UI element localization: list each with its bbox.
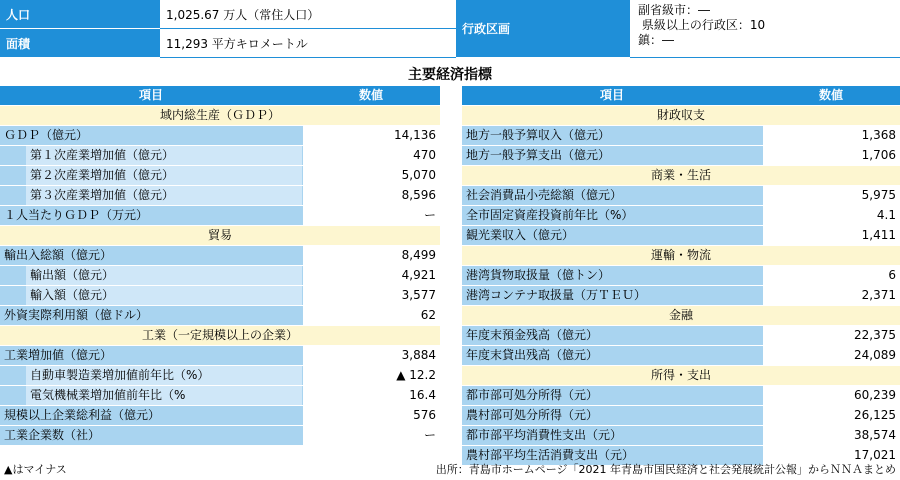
admin-line-3: 鎮：― — [638, 33, 675, 47]
table-row: 工業増加値（億元） 3,884 — [0, 346, 440, 366]
table-row: 地方一般予算収入（億元） 1,368 — [462, 126, 900, 146]
area-value: 11,293 平方キロメートル — [160, 29, 456, 58]
section-row: 商業・生活 — [462, 166, 900, 186]
table-row: 全市固定資産投資前年比（%） 4.1 — [462, 206, 900, 226]
population-label: 人口 — [0, 0, 160, 29]
area-label: 面積 — [0, 29, 160, 58]
table-row: 自動車製造業増加値前年比（%） ▲ 12.2 — [0, 366, 440, 386]
table-row: 港湾コンテナ取扱量（万ＴＥＵ） 2,371 — [462, 286, 900, 306]
table-row: 規模以上企業総利益（億元） 576 — [0, 406, 440, 426]
table-row: 農村部平均生活消費支出（元） 17,021 — [462, 446, 900, 466]
section-row: 所得・支出 — [462, 366, 900, 386]
table-row: 都市部可処分所得（元） 60,239 — [462, 386, 900, 406]
summary-header — [0, 0, 900, 59]
header-item: 項目 — [462, 86, 762, 106]
section-title: 主要経済指標 — [408, 67, 492, 83]
table-row: 電気機械業増加値前年比（% 16.4 — [0, 386, 440, 406]
minus-note: ▲はマイナス — [4, 463, 67, 476]
table-row: １人当たりＧＤＰ（万元） ー — [0, 206, 440, 226]
header-value: 数値 — [762, 86, 900, 106]
table-row: 農村部可処分所得（元） 26,125 — [462, 406, 900, 426]
table-row: 第１次産業増加値（億元） 470 — [0, 146, 440, 166]
admin-line-2: 県級以上の行政区：10 — [638, 18, 766, 32]
table-row: 輸入額（億元） 3,577 — [0, 286, 440, 306]
section-row: 工業（一定規模以上の企業） — [0, 326, 440, 346]
left-table — [0, 86, 440, 446]
population-value: 1,025.67 万人（常住人口） — [160, 0, 456, 29]
table-row: 社会消費品小売総額（億元） 5,975 — [462, 186, 900, 206]
section-row: 域内総生産（ＧＤＰ） — [0, 106, 440, 126]
admin-line-1: 副省級市：― — [638, 3, 711, 17]
section-row: 運輸・物流 — [462, 246, 900, 266]
table-row: ＧＤＰ（億元） 14,136 — [0, 126, 440, 146]
table-row: 観光業収入（億元） 1,411 — [462, 226, 900, 246]
admin-label: 行政区画 — [456, 0, 630, 58]
header-value: 数値 — [302, 86, 440, 106]
table-row: 輸出入総額（億元） 8,499 — [0, 246, 440, 266]
table-row: 第３次産業増加値（億元） 8,596 — [0, 186, 440, 206]
table-row: 港湾貨物取扱量（億トン） 6 — [462, 266, 900, 286]
table-row: 都市部平均消費性支出（元） 38,574 — [462, 426, 900, 446]
right-table — [462, 86, 900, 466]
table-row: 輸出額（億元） 4,921 — [0, 266, 440, 286]
section-row: 金融 — [462, 306, 900, 326]
admin-values — [630, 3, 900, 58]
table-row: 外資実際利用額（億ドル） 62 — [0, 306, 440, 326]
table-header — [462, 86, 900, 106]
table-row: 地方一般予算支出（億元） 1,706 — [462, 146, 900, 166]
section-row: 財政収支 — [462, 106, 900, 126]
table-row: 年度末貸出残高（億元） 24,089 — [462, 346, 900, 366]
table-header — [0, 86, 440, 106]
table-row: 年度末預金残高（億元） 22,375 — [462, 326, 900, 346]
header-item: 項目 — [0, 86, 302, 106]
source-note: 出所：青島市ホームページ「2021 年青島市国民経済と社会発展統計公報」からＮＮＡまとめ — [435, 463, 896, 476]
section-row: 貿易 — [0, 226, 440, 246]
table-row: 第２次産業増加値（億元） 5,070 — [0, 166, 440, 186]
table-row: 工業企業数（社） ー — [0, 426, 440, 446]
